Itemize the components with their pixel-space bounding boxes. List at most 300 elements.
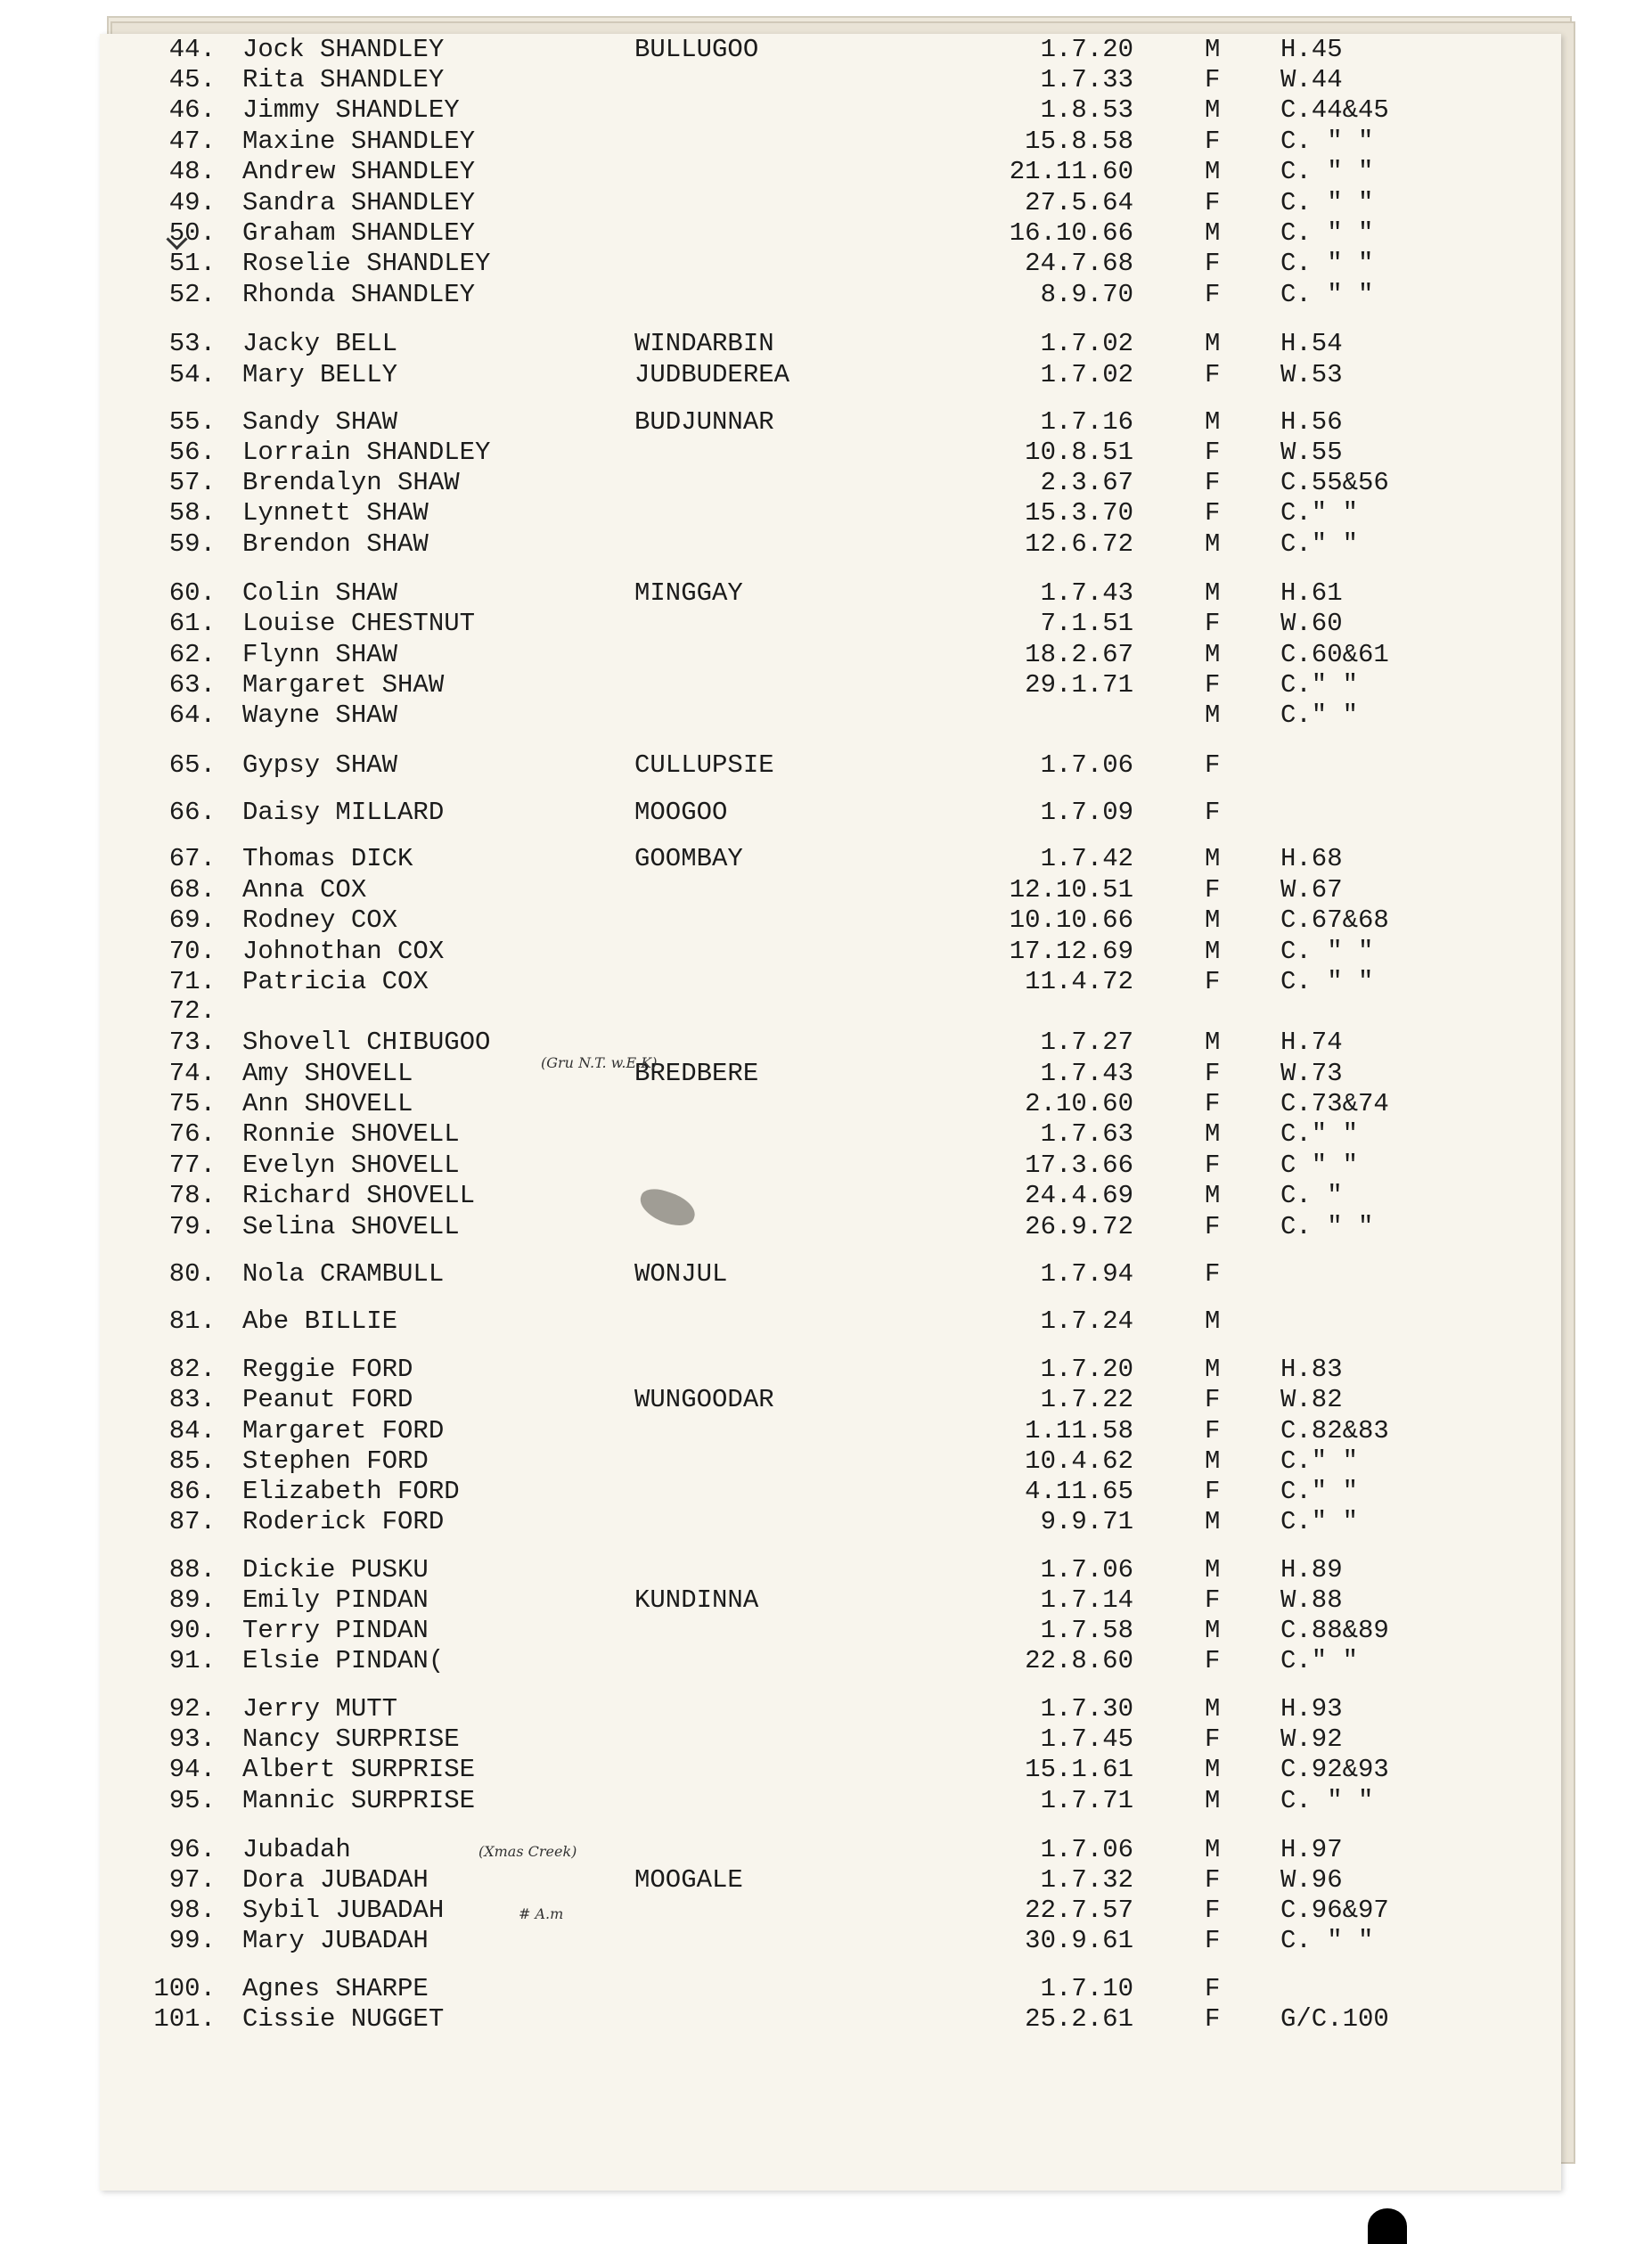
row-relationship: C." "	[1280, 1507, 1359, 1536]
row-relationship: C.55&56	[1280, 468, 1389, 497]
row-number: 64.	[168, 700, 216, 730]
row-sex: F	[1205, 1896, 1221, 1925]
table-row	[100, 1211, 1561, 1243]
row-relationship: C. " "	[1280, 157, 1374, 186]
row-number: 93.	[168, 1724, 216, 1754]
row-name: Thomas DICK	[242, 844, 413, 873]
row-date-of-birth: 12.6.72	[1025, 529, 1133, 559]
row-number: 83.	[168, 1385, 216, 1414]
row-date-of-birth: 16.10.66	[1009, 218, 1133, 248]
table-row	[100, 1554, 1561, 1586]
table-row	[100, 1585, 1561, 1617]
row-relationship: C." "	[1280, 1646, 1359, 1675]
row-name: Patricia COX	[242, 967, 429, 996]
document-page	[100, 34, 1561, 2191]
row-sex: F	[1205, 1212, 1221, 1241]
row-other-name: MOOGALE	[634, 1865, 743, 1895]
table-row	[100, 2003, 1561, 2035]
row-number: 72.	[168, 996, 216, 1026]
row-name: Elizabeth FORD	[242, 1477, 460, 1506]
row-sex: M	[1205, 578, 1221, 608]
row-name: Roselie SHANDLEY	[242, 249, 491, 278]
table-row	[100, 1058, 1561, 1090]
row-relationship: C." "	[1280, 1446, 1359, 1476]
row-relationship: C." "	[1280, 498, 1359, 528]
table-row	[100, 1895, 1561, 1927]
row-name: Dickie PUSKU	[242, 1555, 429, 1585]
row-date-of-birth: 1.7.09	[1040, 798, 1133, 827]
row-number: 53.	[168, 329, 216, 358]
row-date-of-birth: 11.4.72	[1025, 967, 1133, 996]
row-name: Roderick FORD	[242, 1507, 445, 1536]
row-date-of-birth: 1.7.22	[1040, 1385, 1133, 1414]
row-sex: F	[1205, 1059, 1221, 1088]
row-name: Rhonda SHANDLEY	[242, 280, 476, 309]
row-relationship: H.61	[1280, 578, 1343, 608]
row-date-of-birth: 1.7.63	[1040, 1119, 1133, 1149]
row-name: Reggie FORD	[242, 1355, 413, 1384]
row-sex: F	[1205, 1724, 1221, 1754]
row-date-of-birth: 1.7.06	[1040, 1555, 1133, 1585]
row-number: 84.	[168, 1416, 216, 1445]
row-name: Peanut FORD	[242, 1385, 413, 1414]
row-date-of-birth: 1.7.71	[1040, 1786, 1133, 1815]
row-relationship: H.97	[1280, 1835, 1343, 1864]
row-relationship: C." "	[1280, 670, 1359, 700]
row-other-name: WINDARBIN	[634, 329, 774, 358]
row-name: Louise CHESTNUT	[242, 609, 476, 638]
row-name: Dora JUBADAH	[242, 1865, 429, 1895]
row-name: Richard SHOVELL	[242, 1181, 476, 1210]
row-date-of-birth: 1.7.43	[1040, 578, 1133, 608]
row-date-of-birth: 1.7.02	[1040, 329, 1133, 358]
row-other-name: JUDBUDEREA	[634, 360, 790, 389]
row-relationship: C. "	[1280, 1181, 1343, 1210]
row-number: 62.	[168, 640, 216, 669]
row-name: Sandra SHANDLEY	[242, 188, 476, 217]
row-sex: F	[1205, 127, 1221, 156]
row-sex: F	[1205, 1385, 1221, 1414]
row-date-of-birth: 1.7.06	[1040, 750, 1133, 780]
row-number: 77.	[168, 1151, 216, 1180]
row-relationship: C.44&45	[1280, 95, 1389, 125]
row-name: Mary JUBADAH	[242, 1926, 429, 1955]
row-name: Evelyn SHOVELL	[242, 1151, 460, 1180]
row-name: Andrew SHANDLEY	[242, 157, 476, 186]
row-relationship: C. " "	[1280, 188, 1374, 217]
row-number: 98.	[168, 1896, 216, 1925]
row-other-name: GOOMBAY	[634, 844, 743, 873]
table-row	[100, 1180, 1561, 1212]
row-other-name: BREDBERE	[634, 1059, 759, 1088]
row-date-of-birth: 1.7.43	[1040, 1059, 1133, 1088]
table-row	[100, 1258, 1561, 1290]
row-number: 63.	[168, 670, 216, 700]
row-relationship: W.92	[1280, 1724, 1343, 1754]
row-date-of-birth: 1.7.30	[1040, 1694, 1133, 1724]
row-relationship: C." "	[1280, 1119, 1359, 1149]
row-name: Margaret SHAW	[242, 670, 445, 700]
row-relationship: H.56	[1280, 407, 1343, 437]
row-sex: M	[1205, 1616, 1221, 1645]
row-relationship: W.82	[1280, 1385, 1343, 1414]
table-row	[100, 1027, 1561, 1059]
row-number: 81.	[168, 1306, 216, 1336]
row-name: Elsie PINDAN(	[242, 1646, 445, 1675]
row-name: Gypsy SHAW	[242, 750, 398, 780]
table-row	[100, 1864, 1561, 1896]
row-number: 74.	[168, 1059, 216, 1088]
row-number: 68.	[168, 875, 216, 905]
row-number: 95.	[168, 1786, 216, 1815]
row-other-name: MOOGOO	[634, 798, 728, 827]
corner-mark	[1368, 2208, 1407, 2244]
row-sex: F	[1205, 967, 1221, 996]
row-relationship: C.96&97	[1280, 1896, 1389, 1925]
row-date-of-birth: 10.10.66	[1009, 905, 1133, 935]
handwritten-note-jubadah: (Xmas Creek)	[478, 1843, 577, 1860]
row-date-of-birth: 1.7.45	[1040, 1724, 1133, 1754]
row-name: Nancy SURPRISE	[242, 1724, 460, 1754]
row-number: 96.	[168, 1835, 216, 1864]
table-row	[100, 328, 1561, 360]
row-date-of-birth: 2.10.60	[1025, 1089, 1133, 1118]
row-name: Albert SURPRISE	[242, 1755, 476, 1784]
row-number: 82.	[168, 1355, 216, 1384]
row-number: 47.	[168, 127, 216, 156]
table-row	[100, 1834, 1561, 1866]
row-name: Graham SHANDLEY	[242, 218, 476, 248]
row-name: Rita SHANDLEY	[242, 65, 445, 94]
row-sex: M	[1205, 1446, 1221, 1476]
table-row	[100, 1754, 1561, 1786]
row-sex: M	[1205, 905, 1221, 935]
row-number: 51.	[168, 249, 216, 278]
row-sex: M	[1205, 1786, 1221, 1815]
row-sex: F	[1205, 360, 1221, 389]
table-row	[100, 843, 1561, 875]
row-sex: F	[1205, 1477, 1221, 1506]
row-sex: M	[1205, 95, 1221, 125]
row-sex: M	[1205, 1181, 1221, 1210]
table-row	[100, 1118, 1561, 1151]
row-name: Shovell CHIBUGOO	[242, 1028, 491, 1057]
row-relationship: H.45	[1280, 35, 1343, 64]
row-relationship: W.44	[1280, 65, 1343, 94]
row-sex: F	[1205, 1151, 1221, 1180]
table-row	[100, 966, 1561, 998]
row-number: 54.	[168, 360, 216, 389]
row-sex: F	[1205, 468, 1221, 497]
row-relationship: C. " "	[1280, 218, 1374, 248]
row-other-name: WUNGOODAR	[634, 1385, 774, 1414]
row-date-of-birth: 1.7.42	[1040, 844, 1133, 873]
row-name: Terry PINDAN	[242, 1616, 429, 1645]
row-sex: M	[1205, 1755, 1221, 1784]
row-name: Maxine SHANDLEY	[242, 127, 476, 156]
row-date-of-birth: 29.1.71	[1025, 670, 1133, 700]
row-number: 58.	[168, 498, 216, 528]
table-row	[100, 34, 1561, 66]
table-row	[100, 905, 1561, 937]
row-other-name: BULLUGOO	[634, 35, 759, 64]
row-date-of-birth: 15.8.58	[1025, 127, 1133, 156]
row-other-name: WONJUL	[634, 1259, 728, 1289]
row-other-name: MINGGAY	[634, 578, 743, 608]
row-relationship: C." "	[1280, 1477, 1359, 1506]
row-date-of-birth: 25.2.61	[1025, 2004, 1133, 2034]
row-relationship: C. " "	[1280, 1926, 1374, 1955]
row-relationship: C. " "	[1280, 967, 1374, 996]
row-date-of-birth: 1.7.32	[1040, 1865, 1133, 1895]
row-date-of-birth: 1.7.20	[1040, 1355, 1133, 1384]
row-name: Sybil JUBADAH	[242, 1896, 445, 1925]
table-row	[100, 1445, 1561, 1478]
row-sex: M	[1205, 1555, 1221, 1585]
row-sex: M	[1205, 1694, 1221, 1724]
row-relationship: H.54	[1280, 329, 1343, 358]
row-date-of-birth: 22.7.57	[1025, 1896, 1133, 1925]
table-row	[100, 995, 1561, 1028]
table-row	[100, 1354, 1561, 1386]
row-number: 52.	[168, 280, 216, 309]
row-date-of-birth: 21.11.60	[1009, 157, 1133, 186]
row-sex: F	[1205, 280, 1221, 309]
row-name: Nola CRAMBULL	[242, 1259, 445, 1289]
row-sex: M	[1205, 844, 1221, 873]
row-number: 79.	[168, 1212, 216, 1241]
row-name: Abe BILLIE	[242, 1306, 398, 1336]
row-date-of-birth: 24.7.68	[1025, 249, 1133, 278]
table-row	[100, 217, 1561, 250]
row-sex: F	[1205, 1585, 1221, 1615]
row-sex: M	[1205, 329, 1221, 358]
row-number: 86.	[168, 1477, 216, 1506]
row-sex: F	[1205, 65, 1221, 94]
row-date-of-birth: 26.9.72	[1025, 1212, 1133, 1241]
row-sex: M	[1205, 407, 1221, 437]
row-sex: F	[1205, 1865, 1221, 1895]
table-row	[100, 437, 1561, 469]
row-relationship: C.73&74	[1280, 1089, 1389, 1118]
row-number: 99.	[168, 1926, 216, 1955]
row-sex: M	[1205, 937, 1221, 966]
table-row	[100, 64, 1561, 96]
row-relationship: C." "	[1280, 529, 1359, 559]
row-date-of-birth: 7.1.51	[1040, 609, 1133, 638]
row-name: Amy SHOVELL	[242, 1059, 413, 1088]
row-relationship: C. " "	[1280, 127, 1374, 156]
row-number: 50.	[168, 218, 216, 248]
row-number: 67.	[168, 844, 216, 873]
table-row	[100, 1645, 1561, 1677]
row-name: Emily PINDAN	[242, 1585, 429, 1615]
row-number: 89.	[168, 1585, 216, 1615]
row-relationship: W.55	[1280, 438, 1343, 467]
row-name: Jerry MUTT	[242, 1694, 398, 1724]
row-sex: F	[1205, 1926, 1221, 1955]
row-date-of-birth: 17.12.69	[1009, 937, 1133, 966]
table-row	[100, 528, 1561, 561]
table-row	[100, 467, 1561, 499]
row-sex: F	[1205, 609, 1221, 638]
row-name: Sandy SHAW	[242, 407, 398, 437]
row-name: Agnes SHARPE	[242, 1974, 429, 2003]
row-relationship: H.68	[1280, 844, 1343, 873]
row-date-of-birth: 1.7.94	[1040, 1259, 1133, 1289]
table-row	[100, 406, 1561, 438]
row-number: 69.	[168, 905, 216, 935]
row-other-name: KUNDINNA	[634, 1585, 759, 1615]
row-name: Colin SHAW	[242, 578, 398, 608]
row-relationship: C. " "	[1280, 937, 1374, 966]
row-sex: M	[1205, 1355, 1221, 1384]
row-date-of-birth: 4.11.65	[1025, 1477, 1133, 1506]
row-name: Mary BELLY	[242, 360, 398, 389]
row-sex: F	[1205, 249, 1221, 278]
table-row	[100, 577, 1561, 610]
row-relationship: H.83	[1280, 1355, 1343, 1384]
row-sex: F	[1205, 670, 1221, 700]
row-date-of-birth: 12.10.51	[1009, 875, 1133, 905]
row-relationship: C.67&68	[1280, 905, 1389, 935]
row-other-name: BUDJUNNAR	[634, 407, 774, 437]
row-name: Rodney COX	[242, 905, 398, 935]
row-name: Daisy MILLARD	[242, 798, 445, 827]
row-name: Lynnett SHAW	[242, 498, 429, 528]
row-relationship: W.53	[1280, 360, 1343, 389]
table-row	[100, 1415, 1561, 1447]
row-number: 100.	[153, 1974, 216, 2003]
row-number: 76.	[168, 1119, 216, 1149]
row-relationship: C.60&61	[1280, 640, 1389, 669]
table-row	[100, 279, 1561, 311]
row-date-of-birth: 1.7.02	[1040, 360, 1133, 389]
row-number: 45.	[168, 65, 216, 94]
row-name: Brendon SHAW	[242, 529, 429, 559]
table-row	[100, 187, 1561, 219]
row-name: Flynn SHAW	[242, 640, 398, 669]
row-relationship: C. " "	[1280, 1212, 1374, 1241]
row-relationship: C." "	[1280, 700, 1359, 730]
row-name: Jimmy SHANDLEY	[242, 95, 460, 125]
row-number: 57.	[168, 468, 216, 497]
table-row	[100, 1306, 1561, 1338]
row-relationship: W.88	[1280, 1585, 1343, 1615]
row-number: 65.	[168, 750, 216, 780]
row-number: 61.	[168, 609, 216, 638]
row-name: Lorrain SHANDLEY	[242, 438, 491, 467]
row-name: Jubadah	[242, 1835, 351, 1864]
row-date-of-birth: 15.1.61	[1025, 1755, 1133, 1784]
table-row	[100, 700, 1561, 732]
row-number: 71.	[168, 967, 216, 996]
table-row	[100, 1925, 1561, 1957]
row-name: Mannic SURPRISE	[242, 1786, 476, 1815]
row-number: 91.	[168, 1646, 216, 1675]
row-date-of-birth: 1.7.16	[1040, 407, 1133, 437]
row-sex: M	[1205, 700, 1221, 730]
row-name: Brendalyn SHAW	[242, 468, 460, 497]
row-date-of-birth: 1.11.58	[1025, 1416, 1133, 1445]
row-sex: F	[1205, 798, 1221, 827]
row-sex: M	[1205, 1028, 1221, 1057]
table-row	[100, 359, 1561, 391]
row-sex: F	[1205, 750, 1221, 780]
row-relationship: C.82&83	[1280, 1416, 1389, 1445]
row-sex: F	[1205, 875, 1221, 905]
row-relationship: C.92&93	[1280, 1755, 1389, 1784]
row-sex: F	[1205, 188, 1221, 217]
row-number: 85.	[168, 1446, 216, 1476]
row-date-of-birth: 1.7.33	[1040, 65, 1133, 94]
row-sex: M	[1205, 640, 1221, 669]
row-sex: F	[1205, 1974, 1221, 2003]
row-date-of-birth: 10.4.62	[1025, 1446, 1133, 1476]
row-date-of-birth: 15.3.70	[1025, 498, 1133, 528]
row-number: 97.	[168, 1865, 216, 1895]
table-row	[100, 126, 1561, 158]
table-row	[100, 639, 1561, 671]
row-number: 49.	[168, 188, 216, 217]
row-number: 94.	[168, 1755, 216, 1784]
row-number: 87.	[168, 1507, 216, 1536]
row-sex: F	[1205, 498, 1221, 528]
row-number: 48.	[168, 157, 216, 186]
row-number: 75.	[168, 1089, 216, 1118]
row-sex: F	[1205, 1259, 1221, 1289]
row-relationship: H.93	[1280, 1694, 1343, 1724]
row-number: 60.	[168, 578, 216, 608]
table-row	[100, 156, 1561, 188]
table-row	[100, 1973, 1561, 2005]
row-date-of-birth: 2.3.67	[1040, 468, 1133, 497]
row-relationship: C. " "	[1280, 249, 1374, 278]
row-date-of-birth: 1.7.20	[1040, 35, 1133, 64]
table-row	[100, 1785, 1561, 1817]
row-name: Wayne SHAW	[242, 700, 398, 730]
row-number: 56.	[168, 438, 216, 467]
row-number: 55.	[168, 407, 216, 437]
row-number: 90.	[168, 1616, 216, 1645]
row-date-of-birth: 1.7.06	[1040, 1835, 1133, 1864]
table-row	[100, 797, 1561, 829]
row-name: Selina SHOVELL	[242, 1212, 460, 1241]
row-relationship: W.96	[1280, 1865, 1343, 1895]
row-number: 59.	[168, 529, 216, 559]
table-row	[100, 248, 1561, 280]
row-number: 80.	[168, 1259, 216, 1289]
table-row	[100, 497, 1561, 529]
row-date-of-birth: 30.9.61	[1025, 1926, 1133, 1955]
row-relationship: G/C.100	[1280, 2004, 1389, 2034]
row-name: Johnothan COX	[242, 937, 445, 966]
row-sex: F	[1205, 1416, 1221, 1445]
row-name: Ann SHOVELL	[242, 1089, 413, 1118]
row-number: 70.	[168, 937, 216, 966]
table-row	[100, 94, 1561, 127]
row-relationship: W.73	[1280, 1059, 1343, 1088]
row-relationship: C. " "	[1280, 1786, 1374, 1815]
table-row	[100, 936, 1561, 968]
row-sex: F	[1205, 2004, 1221, 2034]
row-number: 46.	[168, 95, 216, 125]
row-relationship: W.67	[1280, 875, 1343, 905]
table-row	[100, 1724, 1561, 1756]
row-date-of-birth: 1.7.27	[1040, 1028, 1133, 1057]
row-name: Anna COX	[242, 875, 367, 905]
row-number: 101.	[153, 2004, 216, 2034]
